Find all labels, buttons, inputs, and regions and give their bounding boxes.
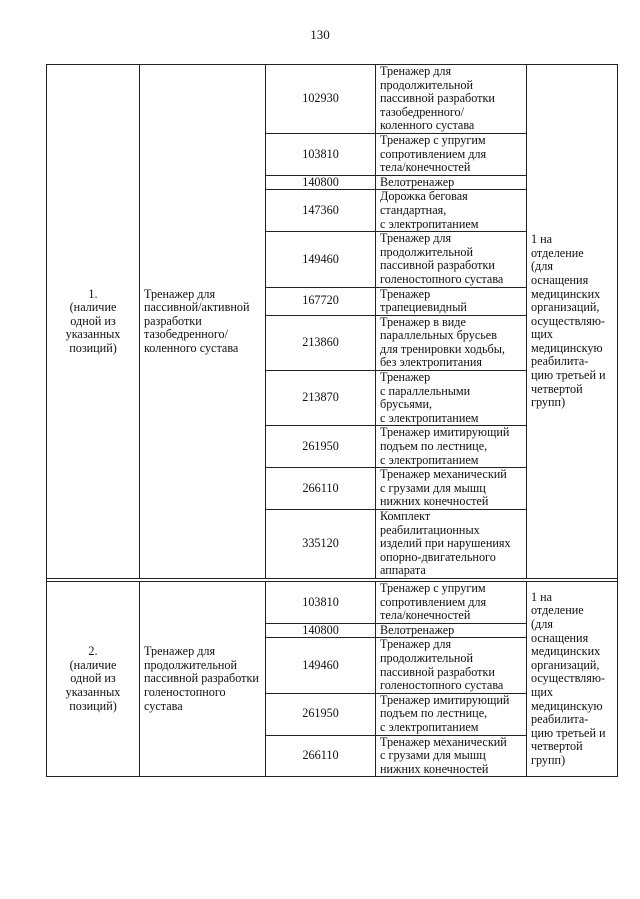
item-name-line: Тренажер (380, 370, 431, 385)
required-quantity (527, 581, 618, 776)
required-quantity-line: групп) (531, 395, 566, 410)
item-name-line: с электропитанием (380, 216, 479, 231)
nomenclature-code: 103810 (266, 581, 376, 623)
item-name-line: параллельных брусьев (380, 328, 497, 343)
item-name-line: изделий при нарушениях (380, 536, 511, 551)
item-name (376, 190, 527, 232)
equipment-type-line: разработки (144, 313, 202, 328)
equipment-type-line: Тренажер для (144, 644, 216, 659)
item-name-line: тазобедренного/ (380, 104, 465, 119)
item-name (376, 287, 527, 315)
item-name-line: с грузами для мышц (380, 748, 486, 763)
group-number-line: позиций) (69, 698, 117, 713)
group-number-line: указанных (65, 684, 121, 699)
required-quantity-line: 1 на (531, 232, 553, 247)
item-name (376, 133, 527, 175)
nomenclature-code: 140800 (266, 175, 376, 190)
item-name-line: Велотренажер (380, 174, 455, 189)
item-name-line: тела/конечностей (380, 608, 471, 623)
item-name-line: сопротивлением для (380, 594, 487, 609)
item-name (376, 426, 527, 468)
item-name-line: с параллельными (380, 383, 471, 398)
item-name-line: реабилитационных (380, 522, 480, 537)
item-name-line: тела/конечностей (380, 160, 471, 175)
item-name-line: стандартная, (380, 202, 447, 217)
required-quantity-line: щих (531, 327, 554, 342)
group-number (47, 581, 140, 776)
group-number-line: (наличие (69, 657, 117, 672)
nomenclature-code: 102930 (266, 65, 376, 134)
group-number-line: (наличие (69, 300, 117, 315)
group-number-line: указанных (65, 327, 121, 342)
required-quantity-line: цию третьей и (531, 368, 606, 383)
required-quantity-line: 1 на (531, 589, 553, 604)
equipment-type-line: Тренажер для (144, 286, 216, 301)
item-name-line: Тренажер для (380, 64, 452, 78)
item-name (376, 623, 527, 638)
required-quantity-line: цию третьей и (531, 725, 606, 740)
item-name (376, 638, 527, 693)
item-name (376, 232, 527, 287)
item-name-line: продолжительной (380, 77, 474, 92)
item-name-line: трапециевидный (380, 300, 467, 315)
required-quantity-line: отделение (531, 603, 584, 618)
table-row (47, 581, 618, 623)
nomenclature-code: 213870 (266, 371, 376, 426)
group-number-line: позиций) (69, 340, 117, 355)
group-number (47, 65, 140, 579)
group-number-line: 1. (88, 286, 98, 301)
nomenclature-code: 213860 (266, 315, 376, 370)
nomenclature-code: 266110 (266, 735, 376, 777)
required-quantity-line: четвертой (531, 739, 583, 754)
item-name (376, 581, 527, 623)
required-quantity-line: медицинских (531, 644, 601, 659)
item-name-line: Тренажер имитирующий (380, 692, 510, 707)
item-name-line: с электропитанием (380, 452, 479, 467)
item-name-line: пассивной разработки (380, 664, 495, 679)
item-name-line: продолжительной (380, 244, 474, 259)
item-name-line: Тренажер механический (380, 734, 507, 749)
required-quantity-line: щих (531, 684, 554, 699)
item-name-line: Тренажер для (380, 231, 452, 246)
nomenclature-code: 167720 (266, 287, 376, 315)
nomenclature-code: 149460 (266, 638, 376, 693)
item-name-line: аппарата (380, 563, 426, 578)
required-quantity-line: реабилита- (531, 354, 589, 369)
item-name-line: подъем по лестнице, (380, 706, 488, 721)
required-quantity-line: организаций, (531, 300, 600, 315)
table-row (47, 65, 618, 134)
nomenclature-code: 103810 (266, 133, 376, 175)
item-name-line: без электропитания (380, 355, 482, 370)
item-name-line: Дорожка беговая (380, 189, 468, 204)
item-name-line: Велотренажер (380, 622, 455, 637)
item-name-line: голеностопного сустава (380, 271, 504, 286)
required-quantity (527, 65, 618, 579)
required-quantity-line: медицинскую (531, 340, 603, 355)
item-name-line: Тренажер механический (380, 467, 507, 482)
item-name (376, 65, 527, 134)
required-quantity-line: реабилита- (531, 712, 589, 727)
required-quantity-line: осуществляю- (531, 313, 606, 328)
item-name (376, 468, 527, 510)
item-name-line: Тренажер для (380, 637, 452, 652)
equipment-type-line: тазобедренного/ (144, 327, 229, 342)
nomenclature-code: 266110 (266, 468, 376, 510)
equipment-type (140, 581, 266, 776)
group-number-line: одной из (70, 313, 116, 328)
item-name-line: для тренировки ходьбы, (380, 341, 505, 356)
nomenclature-code: 149460 (266, 232, 376, 287)
item-name-line: продолжительной (380, 650, 474, 665)
item-name-line: нижних конечностей (380, 761, 489, 776)
required-quantity-line: организаций, (531, 657, 600, 672)
item-name-line: Комплект (380, 509, 431, 523)
item-name-line: с электропитанием (380, 719, 479, 734)
equipment-type-line: коленного сустава (144, 340, 239, 355)
group-number-line: 2. (88, 644, 98, 659)
required-quantity-line: медицинских (531, 286, 601, 301)
nomenclature-code: 335120 (266, 510, 376, 579)
item-name-line: брусьями, (380, 397, 433, 412)
item-name (376, 315, 527, 370)
required-quantity-line: медицинскую (531, 698, 603, 713)
required-quantity-line: оснащения (531, 630, 589, 645)
group-number-line: одной из (70, 671, 116, 686)
item-name-line: сопротивлением для (380, 146, 487, 161)
required-quantity-line: оснащения (531, 272, 589, 287)
nomenclature-code: 147360 (266, 190, 376, 232)
required-quantity-line: групп) (531, 752, 566, 767)
item-name (376, 175, 527, 190)
item-name-line: коленного сустава (380, 118, 475, 133)
page-number: 130 (310, 27, 330, 42)
item-name-line: с грузами для мышц (380, 480, 486, 495)
item-name-line: пассивной разработки (380, 91, 495, 106)
item-name-line: нижних конечностей (380, 494, 489, 509)
item-name (376, 693, 527, 735)
item-name-line: голеностопного сустава (380, 678, 504, 693)
item-name-line: с электропитанием (380, 410, 479, 425)
item-name-line: Тренажер в виде (380, 314, 466, 329)
item-name-line: пассивной разработки (380, 258, 495, 273)
equipment-type-line: продолжительной (144, 657, 238, 672)
required-quantity-line: осуществляю- (531, 671, 606, 686)
nomenclature-code: 140800 (266, 623, 376, 638)
item-name-line: Тренажер (380, 286, 431, 301)
item-name-line: Тренажер с упругим (380, 580, 486, 595)
equipment-type-line: пассивной/активной (144, 300, 250, 315)
equipment-type-line: голеностопного (144, 684, 226, 699)
required-quantity-line: четвертой (531, 381, 583, 396)
equipment-table (46, 64, 618, 777)
required-quantity-line: (для (531, 616, 553, 631)
item-name (376, 510, 527, 579)
item-name-line: подъем по лестнице, (380, 439, 488, 454)
equipment-type-line: сустава (144, 698, 183, 713)
required-quantity-line: отделение (531, 245, 584, 260)
item-name-line: опорно-двигательного (380, 549, 496, 564)
item-name (376, 735, 527, 777)
nomenclature-code: 261950 (266, 693, 376, 735)
item-name-line: Тренажер с упругим (380, 132, 486, 147)
item-name (376, 371, 527, 426)
required-quantity-line: (для (531, 259, 553, 274)
equipment-type-line: пассивной разработки (144, 671, 259, 686)
equipment-type (140, 65, 266, 579)
nomenclature-code: 261950 (266, 426, 376, 468)
item-name-line: Тренажер имитирующий (380, 425, 510, 440)
